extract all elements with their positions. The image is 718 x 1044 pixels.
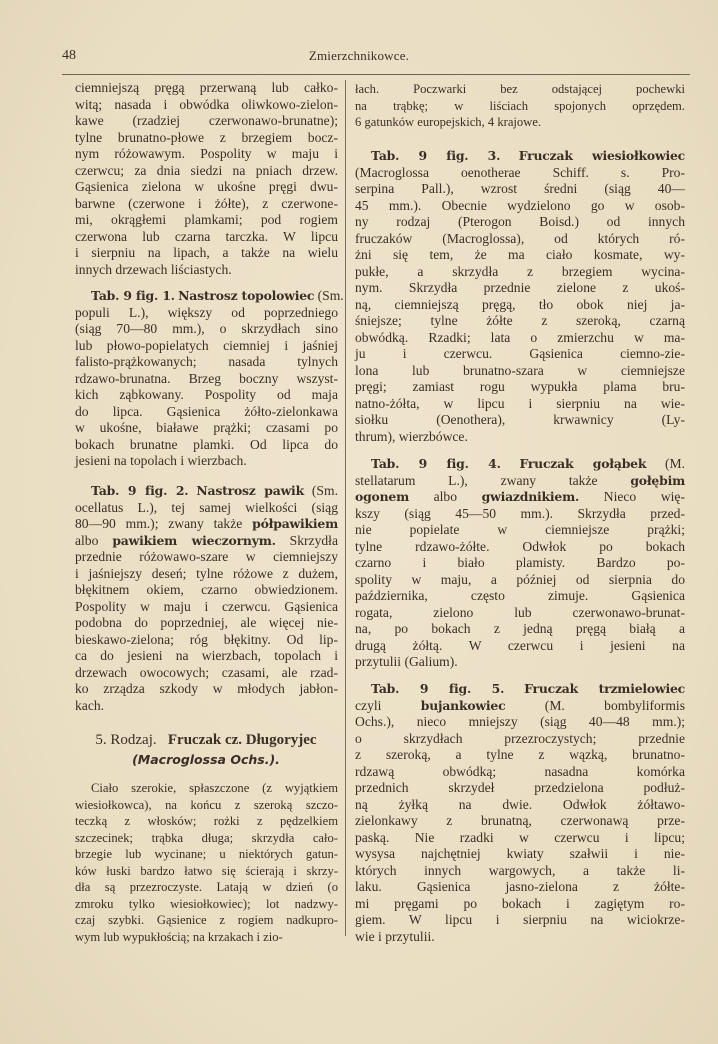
bold-term: półpawikiem [252, 516, 338, 531]
text-line [75, 813, 338, 830]
text-line [355, 264, 685, 281]
text-line [75, 648, 338, 665]
text-run: szczecinek; trąbka długa; skrzydła cało- [75, 830, 338, 845]
text-run: paską. Nie rzadki w czerwcu i lipcu; [355, 829, 685, 845]
text-run: czarno i biało plamisty. Bardzo po- [355, 555, 685, 570]
text-line [75, 549, 338, 566]
text-run: czerwcu; za dnia siedzi na pniach drzew. [75, 162, 338, 178]
text-run: do lipca. Gąsienica żółto-zielonkawa [75, 403, 338, 419]
text-run: zielonkawy z brunatną, czerwonawą prze- [355, 813, 685, 828]
text-line [355, 929, 685, 946]
text-line [355, 654, 685, 671]
bold-term: Tab. 9 fig. 1. [91, 288, 175, 303]
text-line [355, 198, 685, 215]
text-run [501, 456, 520, 471]
text-line [355, 605, 685, 622]
text-run: o skrzydłach przezroczystych; przednie [355, 730, 685, 746]
text-run: wie i przytulii. [355, 928, 435, 944]
text-line [75, 500, 338, 517]
text-line [355, 297, 685, 314]
text-line [355, 148, 685, 165]
text-run: tylne brunatno-płowe z brzegiem bocz- [75, 129, 338, 145]
text-line [355, 330, 685, 347]
text-line [75, 80, 338, 97]
text-run: nym różowawym. Pospolity w maju i [75, 146, 338, 161]
text-run: bokach brunatne plamki. Od lipca do [75, 436, 338, 452]
text-line [75, 146, 338, 163]
text-line [355, 114, 685, 131]
text-line [75, 516, 338, 533]
text-line [75, 566, 338, 583]
text-line [75, 163, 338, 180]
text-line [355, 681, 685, 698]
text-line [75, 846, 338, 863]
text-run: czaj szybki. Gąsienice z rogiem nadkupro- [75, 913, 338, 927]
text-line [75, 196, 338, 213]
text-run: ko zrządza szkody w młodych jabłon- [75, 681, 338, 696]
text-run: rdzawą obwódką; nasadna komórka [355, 763, 685, 779]
text-line [355, 396, 685, 413]
text-line [75, 929, 338, 946]
text-run: ną, ciemniejszą pręgą, tło obok niej ja- [355, 296, 685, 312]
text-run: drzewach owocowych; czasami, ale rzad- [75, 664, 338, 680]
text-line [355, 912, 685, 929]
text-run: (Sm. [303, 483, 338, 498]
bold-term: Tab. 9 fig. 5. [371, 681, 505, 696]
text-line [75, 483, 338, 500]
text-line [355, 231, 685, 248]
text-line [75, 698, 338, 715]
text-run: pręgi; zamiast rogu wypukła plama bru- [355, 379, 685, 394]
text-line [355, 764, 685, 781]
text-line [355, 638, 685, 655]
text-run: serpina Pall.), wzrost średni (siąg 40— [355, 181, 685, 196]
text-line [355, 506, 685, 523]
text-run: brzegie lub wycinane; u niektórych gatun- [75, 847, 338, 861]
column-divider [345, 80, 346, 936]
text-run: 80—90 mm.); zwany także [75, 516, 253, 531]
text-run: czyli [355, 697, 421, 713]
text-run: obwódką. Rzadki; lata o zmierzchu w ma- [355, 329, 685, 345]
text-line [75, 404, 338, 421]
text-run: tylne rdzawo-żółte. Odwłok po bokach [355, 538, 685, 554]
text-run: i jaśniejszy deseń; tylne różowe z dużem, [75, 565, 338, 581]
text-line [75, 130, 338, 147]
right-paragraph-fruczak-wiesiolkowiec [355, 148, 685, 445]
text-run: spolity w maju, a później od sierpnia do [355, 571, 685, 587]
text-line [355, 714, 685, 731]
text-run: kszy (siąg 45—50 mm.). Skrzydła przed- [355, 505, 685, 521]
text-run: kich ząbkowany. Pospolity od maja [75, 387, 338, 402]
text-run: w ukośne, białawe prążki; czasami po [75, 420, 338, 435]
text-line [75, 599, 338, 616]
text-line [355, 81, 685, 98]
text-line [75, 830, 338, 847]
page-number: 48 [62, 48, 76, 63]
text-run: Ochs.), nieco mniejszy (siąg 40—48 mm.); [355, 714, 685, 729]
text-line [355, 797, 685, 814]
text-run: (M. bombyliformis [505, 697, 685, 713]
text-run: ciemniejszą pręgą przerwaną lub całko- [75, 80, 338, 95]
text-line [355, 698, 685, 715]
text-run: (M. [646, 456, 685, 471]
text-run: ną żyłką na dwie. Odwłok żółtawo- [355, 796, 685, 812]
text-line [75, 780, 338, 797]
bold-term: Nastrosz topolowiec [178, 288, 315, 303]
bold-term: Tab. 9 fig. 3. [371, 148, 501, 163]
text-run: ny rodzaj (Pterogon Boisd.) od innych [355, 214, 685, 229]
text-run: Ciało szerokie, spłaszczone (z wyjątkiem [91, 781, 338, 795]
text-run: (siąg 70—80 mm.), o skrzydłach sino [75, 321, 338, 336]
text-run: których innych wargowych, a także li- [355, 862, 685, 878]
text-run: pukłe, a skrzydła z brzegiem wycina- [355, 263, 685, 279]
text-run: Nieco wię- [579, 489, 685, 504]
text-run: teczką z włosków; rożki z pędzelkiem [75, 814, 338, 828]
text-line [355, 572, 685, 589]
text-line [355, 429, 685, 446]
text-run: dła są przezroczyste. Latają w dzień (o [75, 880, 338, 894]
text-line [355, 379, 685, 396]
text-line [75, 797, 338, 814]
text-line [75, 179, 338, 196]
text-run: października, często zimuje. Gąsienica [355, 588, 685, 603]
text-line [355, 896, 685, 913]
text-line [355, 539, 685, 556]
text-line [355, 555, 685, 572]
text-line [75, 387, 338, 404]
text-line [75, 665, 338, 682]
text-run: (Macroglossa oenotherae Schiff. s. Pro- [355, 164, 685, 180]
text-line [355, 98, 685, 115]
running-title: Zmierzchnikowce. [308, 48, 410, 63]
text-line [75, 896, 338, 913]
text-line [355, 165, 685, 182]
text-run: przytulii (Galium). [355, 654, 458, 669]
text-line [75, 354, 338, 371]
text-run: falisto-prążkowanych; nasada tylnych [75, 354, 338, 369]
text-line [75, 632, 338, 649]
text-line [75, 863, 338, 880]
text-run: (Sm. [314, 288, 344, 303]
text-line [75, 681, 338, 698]
text-line [355, 747, 685, 764]
right-paragraph-continuation [355, 81, 685, 131]
text-run: przednie różowawo-szare w ciemniejszy [75, 549, 338, 564]
text-line [355, 181, 685, 198]
text-run: wiesiołkowca), na końcu z szeroką szczo- [75, 797, 338, 812]
text-run: rdzawo-brunatna. Brzeg boczny wszyst- [75, 370, 338, 386]
text-run: fruczaków (Macroglossa), od których ró- [355, 230, 685, 246]
text-run: ca do jesieni na wierzbach, topolach i [75, 648, 338, 663]
text-line [75, 879, 338, 896]
right-paragraph-fruczak-trzmielowiec [355, 681, 685, 945]
left-paragraph-nastrosz-topolowiec [75, 288, 344, 470]
bold-term: Fruczak trzmielowiec [524, 681, 685, 696]
bold-term: bujankowiec [420, 697, 506, 713]
text-line [355, 522, 685, 539]
text-line [355, 588, 685, 605]
text-run: rogata, zielono lub czerwonawo-brunat- [355, 604, 685, 620]
text-run: nym. Skrzydła przednie zielone z ukoś- [355, 280, 685, 295]
text-line [355, 813, 685, 830]
text-run: albo [409, 489, 482, 504]
text-line [75, 437, 338, 454]
text-line [355, 313, 685, 330]
text-run: na, po bokach z jedną pręgą białą a [355, 621, 685, 636]
text-line [75, 912, 338, 929]
text-line [75, 229, 338, 246]
text-run: podobna do poprzedniej, ale więcej nie- [75, 615, 338, 630]
text-line [75, 97, 338, 114]
text-run: natno-żółta, w lipcu i sierpniu na wie- [355, 395, 685, 411]
text-run: i sierpniu na lipach, a także na wielu [75, 245, 338, 260]
text-run [500, 148, 519, 163]
text-line [355, 830, 685, 847]
genus-number: 5. Rodzaj. [95, 732, 157, 748]
text-line [355, 489, 685, 506]
text-run: witą; nasada i obwódka oliwkowo-zielon- [75, 96, 338, 112]
text-run: śniejsze; tylne żółte z szeroką, czarną [355, 313, 685, 328]
text-run [504, 681, 524, 696]
text-run: łach. Poczwarki bez odstającej pochewki [355, 82, 685, 96]
text-run: ju i czerwcu. Gąsienica ciemno-zie- [355, 346, 685, 361]
text-line [75, 305, 338, 322]
text-line [75, 420, 338, 437]
text-line [355, 280, 685, 297]
genus-heading-title [75, 731, 337, 750]
text-run: mi pręgami po bokach i zagiętym ro- [355, 895, 685, 911]
text-line [355, 363, 685, 380]
text-line [355, 846, 685, 863]
text-line [355, 214, 685, 231]
text-run: wysysa najchętniej kwiaty szałwii i nie- [355, 846, 685, 861]
text-line [355, 247, 685, 264]
bold-term: ogonem [355, 489, 409, 504]
genus-name: Fruczak cz. Długoryjec [167, 732, 317, 748]
bold-term: gołębim [630, 472, 685, 488]
bold-term: Tab. 9 fig. 4. [371, 456, 501, 471]
text-run: bieskawo-zielona; róg błękitny. Od lip- [75, 631, 338, 647]
bold-term: pawikiem wieczornym. [112, 532, 276, 548]
text-run: Pospolity w maju i czerwcu. Gąsienica [75, 598, 338, 614]
text-run: ocellatus L.), tej samej wielkości (siąg [75, 499, 338, 515]
left-paragraph-genus-description [75, 780, 338, 945]
text-run: ków łuski bardzo łatwo się ścierają i skrzy- [75, 863, 338, 878]
text-run: nie popielate w ciemniejsze prążki; [355, 522, 685, 537]
text-run: z szeroką, a tylne z wązką, brunatno- [355, 747, 685, 762]
text-line [355, 346, 685, 363]
left-paragraph-nastrosz-pawik [75, 483, 338, 714]
text-run: przednich skrzydeł przedzielona podłuż- [355, 780, 685, 795]
text-run: żni się tem, że ma ciało kosmate, wy- [355, 247, 685, 262]
text-run: lona lub brunatno-szara w ciemniejsze [355, 362, 685, 378]
text-line [355, 412, 685, 429]
text-line [75, 615, 338, 632]
text-run: innych drzewach liściastych. [75, 261, 232, 277]
text-run: zmroku tylko wiesiołkowiec); lot nadzwy- [75, 896, 338, 911]
text-line [355, 456, 685, 473]
text-line [75, 453, 338, 470]
bold-term: Fruczak wiesiołkowiec [518, 148, 685, 163]
text-line [355, 863, 685, 880]
text-run: czerwona lub czarna tarczka. W lipcu [75, 228, 338, 244]
text-run: albo [75, 532, 113, 548]
text-line [75, 321, 338, 338]
text-line [75, 582, 338, 599]
text-run: drugą żółtą. W czerwcu i jesieni na [355, 637, 685, 653]
text-run: kach. [75, 697, 105, 713]
text-run: kawe (rzadziej czerwonawo-brunatne); [75, 113, 338, 128]
text-line [355, 780, 685, 797]
text-run: 6 gatunków europejskich, 4 krajowe. [355, 115, 542, 129]
bold-term: Tab. 9 fig. 2. [91, 483, 189, 498]
text-line [355, 879, 685, 896]
right-paragraph-fruczak-golabek [355, 456, 685, 671]
text-run: Skrzydła [275, 532, 338, 548]
text-run: jesieni na topolach i wierzbach. [75, 453, 247, 468]
text-line [355, 621, 685, 638]
text-line [75, 288, 344, 305]
text-run: giem. W lipcu i sierpniu na wiciokrze- [355, 912, 685, 927]
text-run: 45 mm.). Obecnie wydzielono go w osob- [355, 197, 685, 213]
genus-heading [75, 731, 337, 769]
header-rule [62, 74, 690, 75]
text-run: laku. Gąsienica jasno-zielona z żółte- [355, 879, 685, 894]
text-run: lub płowo-popielatych ciemniej i jaśniej [75, 337, 338, 353]
text-run: wym lub wypukłością; na krzakach i zio- [75, 929, 283, 944]
text-line [75, 533, 338, 550]
text-line [75, 245, 338, 262]
text-line [75, 212, 338, 229]
text-line [75, 338, 338, 355]
text-run: barwne (czerwone i żółte), z czerwone- [75, 195, 338, 211]
text-run: thrum), wierzbówce. [355, 428, 468, 444]
bold-term: gwiazdnikiem. [481, 489, 580, 504]
text-line [355, 473, 685, 490]
text-run: siołku (Oenothera), krwawnicy (Ly- [355, 412, 685, 427]
text-run: na trąbkę; w liściach spojonych oprzędem. [355, 98, 685, 113]
text-run: Gąsienica zielona w ukośne pręgi dwu- [75, 179, 338, 194]
left-paragraph-continuation [75, 80, 338, 278]
bold-term: Nastrosz pawik [196, 483, 304, 498]
genus-latin-name: (Macroglossa Ochs.). [132, 752, 280, 767]
text-run: stellatarum L.), zwany także [355, 472, 631, 488]
text-run: populi L.), większy od poprzedniego [75, 304, 338, 320]
text-line [75, 371, 338, 388]
bold-term: Fruczak gołąbek [519, 456, 647, 471]
text-line [75, 113, 338, 130]
text-run: błękitnem okiem, czarno obwiedzionem. [75, 582, 338, 597]
text-line [75, 262, 338, 279]
text-line [355, 731, 685, 748]
text-run: mi, okrągłemi plamkami; pod rogiem [75, 212, 338, 227]
